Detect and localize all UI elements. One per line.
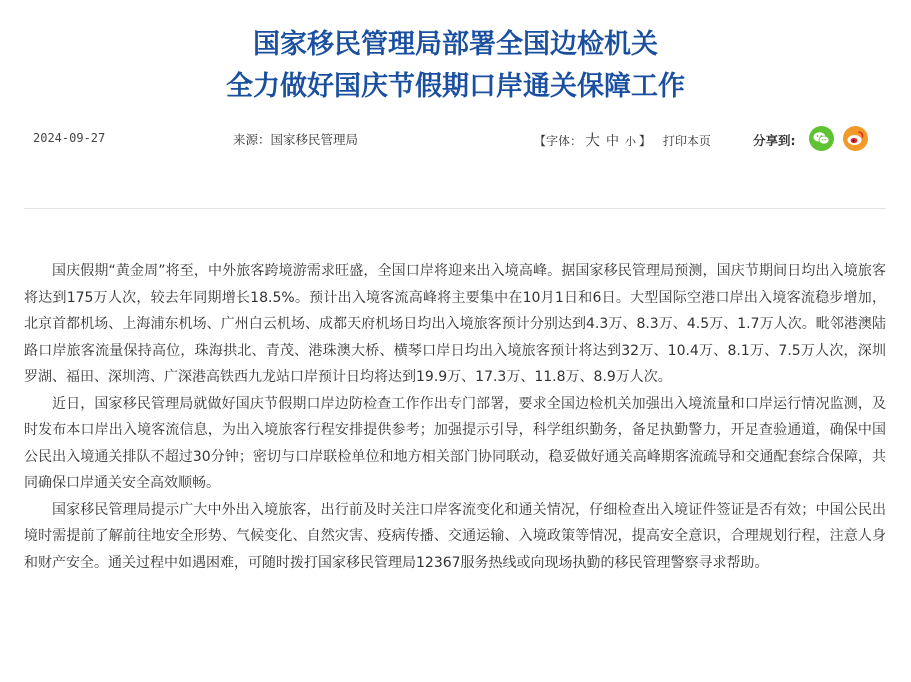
- paragraph-1: 国庆假期“黄金周”将至，中外旅客跨境游需求旺盛，全国口岸将迎来出入境高峰。据国家移民管理局预测，国庆节期间日均出入境旅客将达到175万人次，较去年同期增长18.5%。预计出入境客流高峰将主要集中在10月1日和6日。大型国际空港口岸出入境客流稳步增加，北京首都机场、上海浦东机场、广州白云机场、成都天府机场日均出入境旅客预计分别达到4.3万、8.3万、4.5万、1.7万人次。毗邻港澳陆路口岸旅客流量保持高位，珠海拱北、青茂、港珠澳大桥、横琴口岸日均出入境旅客预计将达到32万、10.4万、8.1万、7.5万人次，深圳罗湖、福田、深圳湾、广深港高铁西九龙站口岸预计日均将达到19.9万、17.3万、11.8万、8.9万人次。: [24, 263, 886, 385]
- article-source: 来源：国家移民管理局: [233, 132, 359, 147]
- paragraph-3: 国家移民管理局提示广大中外出入境旅客，出行前及时关注口岸客流变化和通关情况，仔细检查出入境证件签证是否有效；中国公民出境时需提前了解前往地安全形势、气候变化、自然灾害、疫病传播、交通运输、入境政策等情况，提高安全意识，合理规划行程，注意人身和财产安全。通关过程中如遇困难，可随时拨打国家移民管理局12367服务热线或向现场执勤的移民管理警察寻求帮助。: [24, 501, 886, 571]
- share-label: 分享到:: [753, 133, 796, 148]
- font-medium-button[interactable]: 中: [606, 134, 620, 149]
- font-label-close: 】: [639, 134, 652, 148]
- header-divider: [24, 208, 886, 209]
- font-label: 【字体：: [534, 134, 583, 148]
- font-small-button[interactable]: 小: [625, 135, 637, 148]
- publish-date: 2024-09-27: [33, 131, 106, 145]
- print-page-button[interactable]: 打印本页: [662, 134, 711, 148]
- title-line-2: 全力做好国庆节假期口岸通关保障工作: [226, 71, 685, 102]
- paragraph-2: 近日，国家移民管理局就做好国庆节假期口岸边防检查工作作出专门部署，要求全国边检机关加强出入境流量和口岸运行情况监测，及时发布本口岸出入境客流信息，为出入境旅客行程安排提供参考；加强提示引导，科学组织勤务，备足执勤警力，开足查验通道，确保中国公民出入境通关排队不超过30分钟；密切与口岸联检单位和地方相关部门协同联动，稳妥做好通关高峰期客流疏导和交通配套综合保障，共同确保口岸通关安全高效顺畅。: [24, 395, 886, 491]
- article-title: [0, 24, 911, 108]
- wechat-icon[interactable]: [809, 126, 834, 151]
- article-body: [24, 258, 886, 576]
- article-meta-bar: [0, 126, 911, 156]
- weibo-icon[interactable]: [843, 126, 868, 151]
- font-size-tools: [534, 129, 711, 150]
- title-line-1: 国家移民管理局部署全国边检机关: [253, 29, 658, 60]
- font-large-button[interactable]: 大: [585, 131, 601, 149]
